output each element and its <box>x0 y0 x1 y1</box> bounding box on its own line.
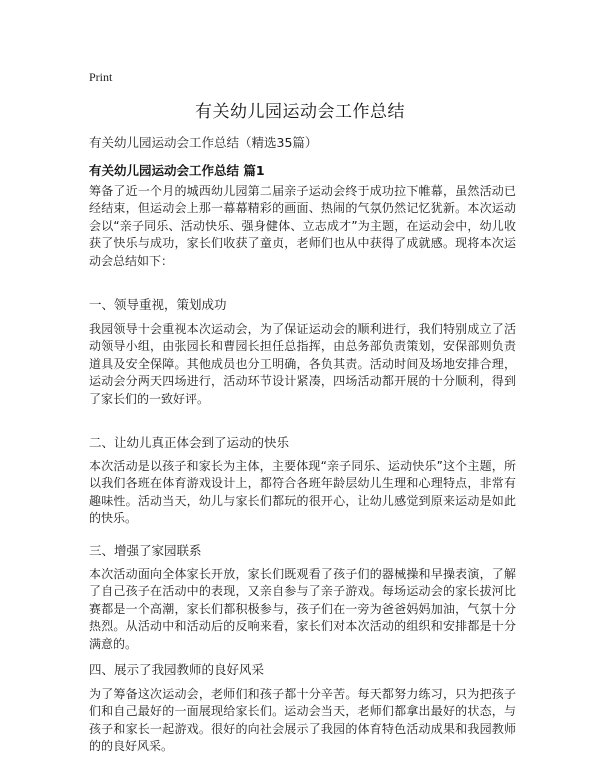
section-heading-3: 三、增强了家园联系 <box>89 543 202 558</box>
section-title: 有关幼儿园运动会工作总结 篇1 <box>89 163 265 178</box>
section-paragraph-3: 本次活动面向全体家长开放，家长们既观看了孩子们的器械操和早操表演，了解了自己孩子在活动中的表现，又亲自参与了亲子游戏。每场运动会的家长拔河比赛都是一个高潮，家长们都积极参与，孩子们在一旁为爸爸妈妈加油，气氛十分热烈。从活动中和活动后的反响来看，家长们对本次活动的组织和安排都是十分满意的。 <box>89 567 516 651</box>
section-paragraph-4: 为了筹备这次运动会，老师们和孩子都十分辛苦。每天都努力练习，只为把孩子们和自己最好的一面展现给家长们。运动会当天，老师们都拿出最好的状态，与孩子和家长一起游戏。很好的向社会展示了我园的体育特色活动成果和我园教师的的良好风采。 <box>89 687 516 754</box>
section-heading-1: 一、领导重视，策划成功 <box>89 297 227 312</box>
section-paragraph-1: 我园领导十会重视本次运动会，为了保证运动会的顺利进行，我们特别成立了活动领导小组，由张园长和曹园长担任总指挥，由总务部负责策划，安保部则负责道具及安全保障。其他成员也分工明确，各负其责。活动时间及场地安排合理，运动会分两天四场进行，活动环节设计紧凑，四场活动都开展的十分顺利，得到了家长们的一致好评。 <box>89 322 516 406</box>
section-heading-4: 四、展示了我园教师的良好风采 <box>89 662 265 677</box>
page-title: 有关幼儿园运动会工作总结 <box>195 102 405 122</box>
print-link[interactable]: Print <box>89 70 113 84</box>
document-subtitle: 有关幼儿园运动会工作总结（精选35篇） <box>89 135 318 150</box>
section-paragraph-2: 本次活动是以孩子和家长为主体，主要体现“亲子同乐、运动快乐”这个主题，所以我们各班在体育游戏设计上，都符合各班年龄层幼儿生理和心理特点，非常有趣味性。活动当天，幼儿与家长们都玩的很开心，让幼儿感觉到原来运动是如此的快乐。 <box>89 459 516 526</box>
intro-paragraph: 筹备了近一个月的城西幼儿园第二届亲子运动会终于成功拉下帷幕，虽然活动已经结束，但运动会上那一幕幕精彩的画面、热闹的气氛仍然记忆犹新。本次运动会以“亲子同乐、活动快乐、强身健体、立志成才”为主题，在运动会中，幼儿收获了快乐与成功，家长们收获了童贞，老师们也从中获得了成就感。现将本次运动会总结如下： <box>89 184 516 268</box>
section-heading-2: 二、让幼儿真正体会到了运动的快乐 <box>89 435 290 450</box>
